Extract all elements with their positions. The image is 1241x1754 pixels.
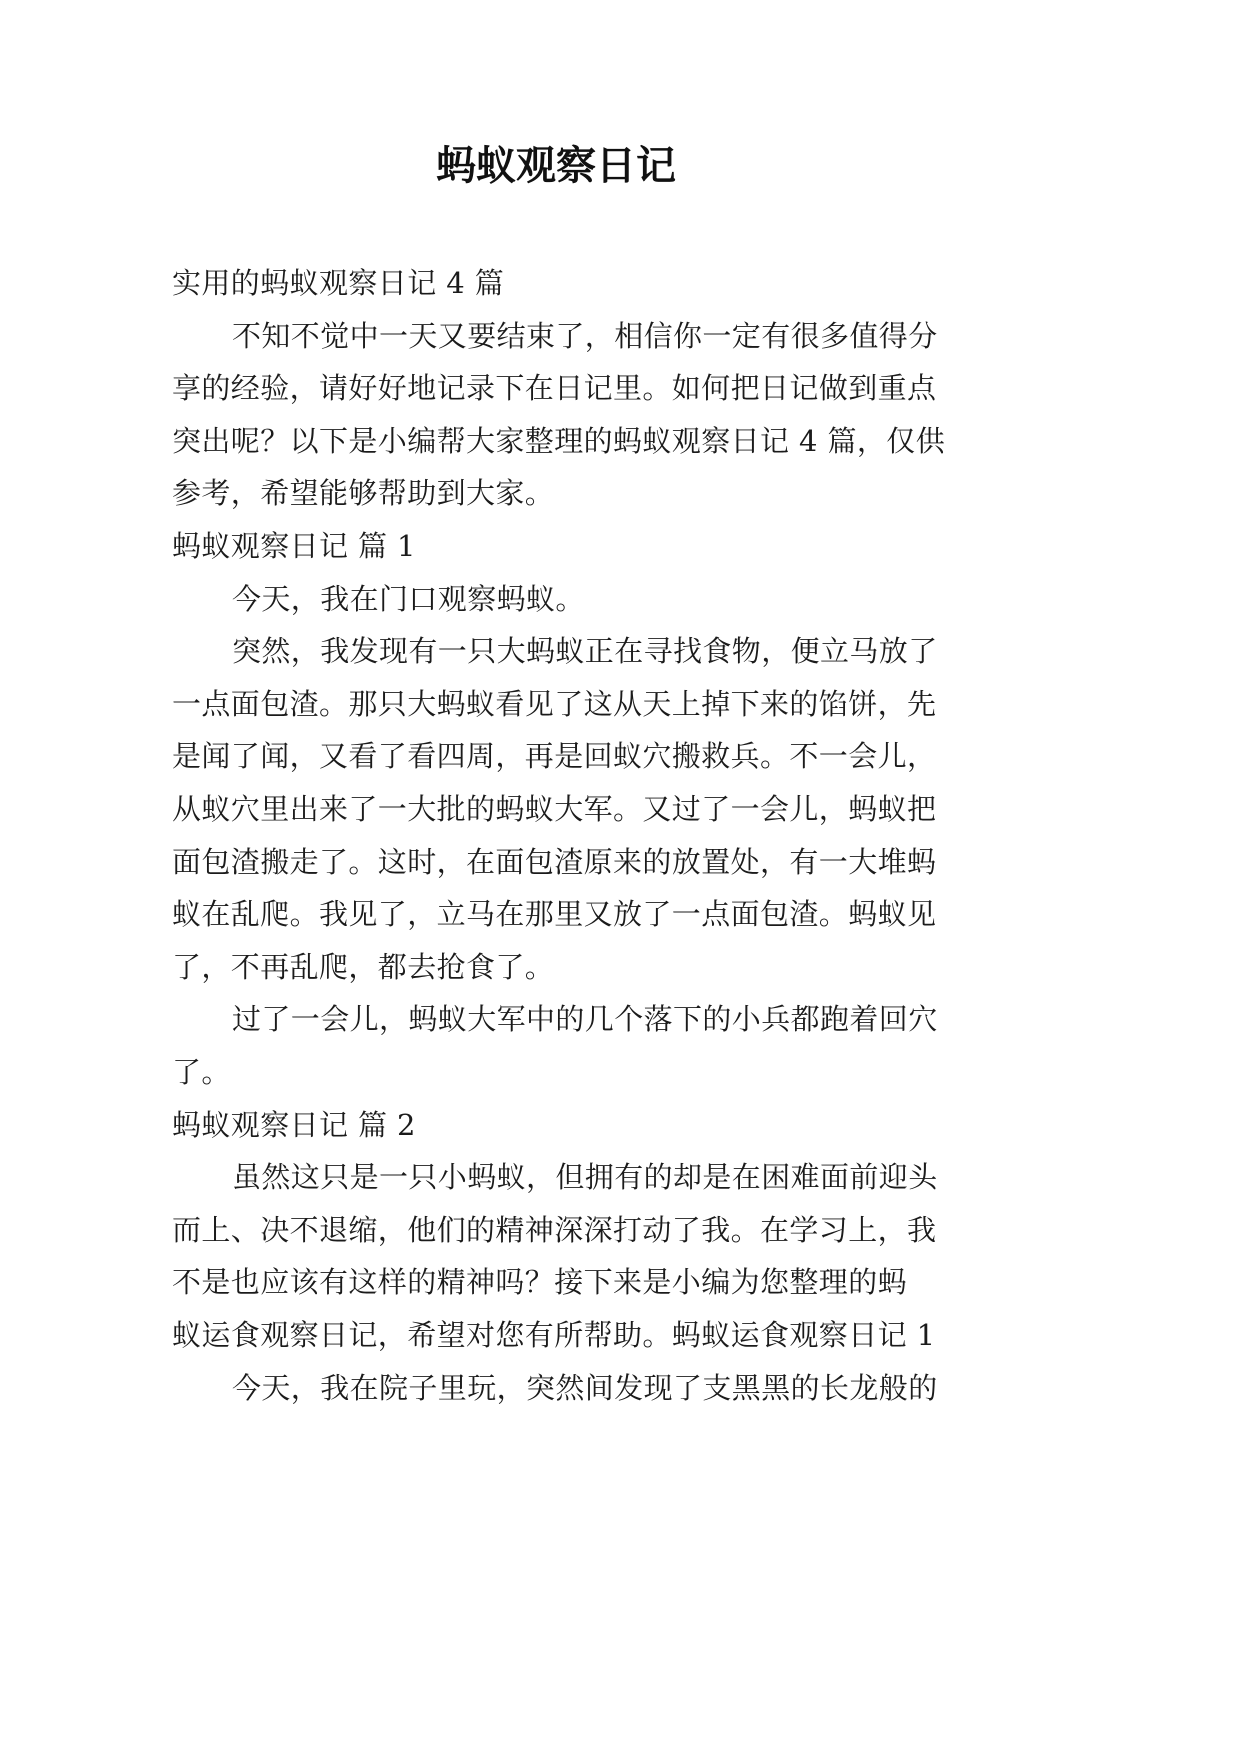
body-line: 面包渣搬走了。这时，在面包渣原来的放置处，有一大堆蚂: [172, 845, 937, 879]
body-line: 蚁在乱爬。我见了，立马在那里又放了一点面包渣。蚂蚁见: [172, 897, 937, 931]
body-line: 了。: [172, 1055, 231, 1089]
body-line: 虽然这只是一只小蚂蚁，但拥有的却是在困难面前迎头: [232, 1160, 938, 1194]
body-line: 今天，我在门口观察蚂蚁。: [232, 582, 585, 616]
body-line: 而上、决不退缩，他们的精神深深打动了我。在学习上，我: [172, 1213, 937, 1247]
body-line: 过了一会儿，蚂蚁大军中的几个落下的小兵都跑着回穴: [232, 1002, 938, 1036]
body-line: 今天，我在院子里玩，突然间发现了支黑黑的长龙般的: [232, 1371, 938, 1405]
body-line: 突然，我发现有一只大蚂蚁正在寻找食物，便立马放了: [232, 634, 938, 668]
body-line: 参考，希望能够帮助到大家。: [172, 476, 555, 510]
body-line: 不知不觉中一天又要结束了，相信你一定有很多值得分: [232, 319, 938, 353]
body-line: 了，不再乱爬，都去抢食了。: [172, 950, 555, 984]
intro-heading: 实用的蚂蚁观察日记 4 篇: [172, 266, 505, 300]
body-line: 是闻了闻，又看了看四周，再是回蚁穴搬救兵。不一会儿，: [172, 739, 937, 773]
document-title: 蚂蚁观察日记: [436, 142, 676, 189]
section-heading: 蚂蚁观察日记 篇 1: [172, 529, 416, 563]
body-line: 突出呢？以下是小编帮大家整理的蚂蚁观察日记 4 篇，仅供: [172, 424, 946, 458]
body-line: 不是也应该有这样的精神吗？接下来是小编为您整理的蚂: [172, 1265, 908, 1299]
body-line: 从蚁穴里出来了一大批的蚂蚁大军。又过了一会儿，蚂蚁把: [172, 792, 937, 826]
body-line: 蚁运食观察日记，希望对您有所帮助。蚂蚁运食观察日记 1: [172, 1318, 936, 1352]
section-heading: 蚂蚁观察日记 篇 2: [172, 1108, 416, 1142]
body-line: 一点面包渣。那只大蚂蚁看见了这从天上掉下来的馅饼，先: [172, 687, 937, 721]
body-line: 享的经验，请好好地记录下在日记里。如何把日记做到重点: [172, 371, 937, 405]
